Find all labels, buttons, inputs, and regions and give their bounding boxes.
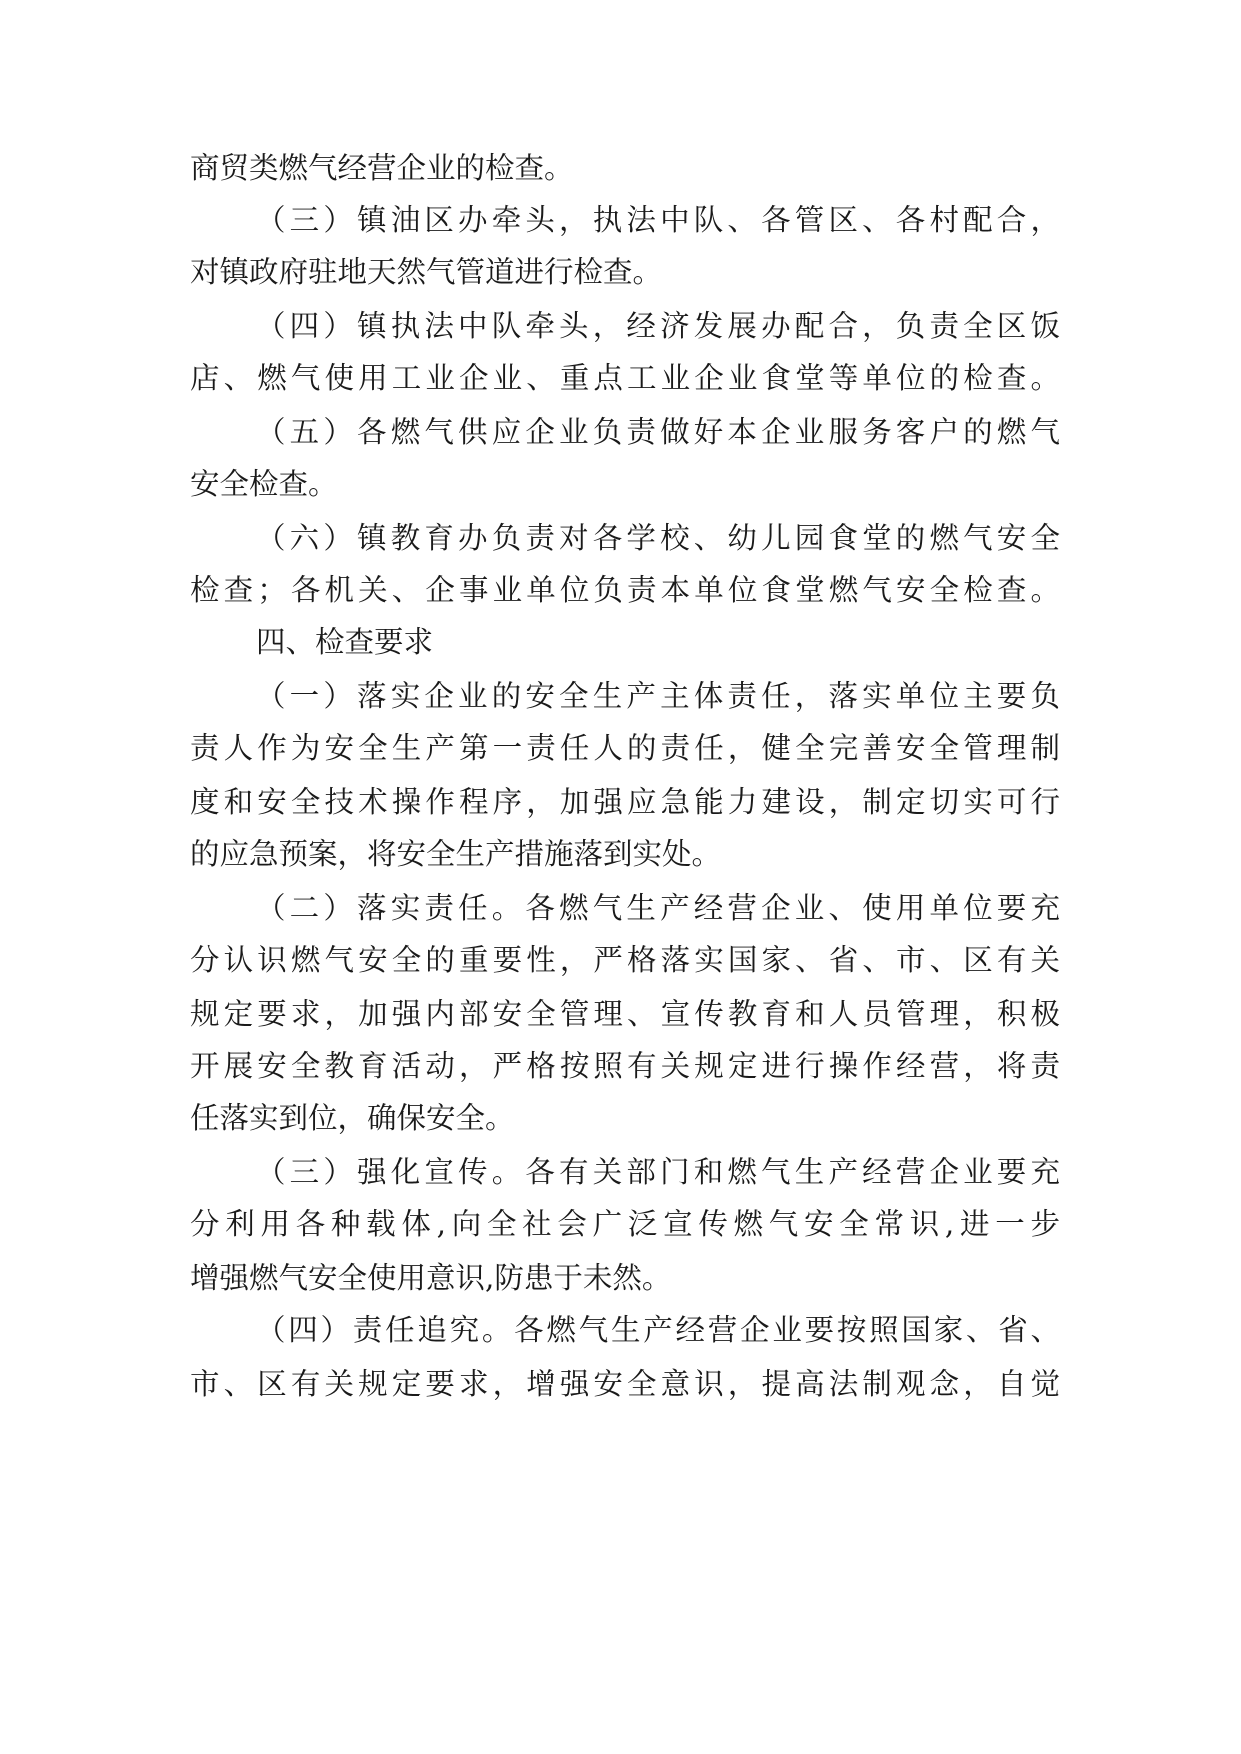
text-line: （四）责任追究。各燃气生产经营企业要按照国家、省、	[256, 1313, 1060, 1347]
text-line: 的应急预案，将安全生产措施落到实处。	[190, 837, 722, 871]
text-line: 商贸类燃气经营企业的检查。	[190, 151, 574, 185]
text-line: 对镇政府驻地天然气管道进行检查。	[190, 255, 663, 289]
text-line: 任落实到位，确保安全。	[190, 1101, 515, 1135]
text-line: 增强燃气安全使用意识,防患于未然。	[190, 1261, 672, 1295]
text-line: 分利用各种载体,向全社会广泛宣传燃气安全常识,进一步	[190, 1207, 1060, 1241]
text-line: （五）各燃气供应企业负责做好本企业服务客户的燃气	[256, 415, 1060, 449]
text-line: 规定要求，加强内部安全管理、宣传教育和人员管理，积极	[190, 997, 1060, 1031]
text-line: （四）镇执法中队牵头，经济发展办配合，负责全区饭	[256, 309, 1060, 343]
text-line: 安全检查。	[190, 467, 338, 501]
text-line: （三）强化宣传。各有关部门和燃气生产经营企业要充	[256, 1155, 1060, 1189]
text-line: （一）落实企业的安全生产主体责任，落实单位主要负	[256, 679, 1060, 713]
text-line: 开展安全教育活动，严格按照有关规定进行操作经营，将责	[190, 1049, 1060, 1083]
text-line: 店、燃气使用工业企业、重点工业企业食堂等单位的检查。	[190, 361, 1060, 395]
text-line: 责人作为安全生产第一责任人的责任，健全完善安全管理制	[190, 731, 1060, 765]
text-line: 检查；各机关、企事业单位负责本单位食堂燃气安全检查。	[190, 573, 1060, 607]
text-line: 分认识燃气安全的重要性，严格落实国家、省、市、区有关	[190, 943, 1060, 977]
section-heading: 四、检查要求	[256, 625, 434, 659]
text-line: （三）镇油区办牵头，执法中队、各管区、各村配合，	[256, 203, 1060, 237]
text-line: （二）落实责任。各燃气生产经营企业、使用单位要充	[256, 891, 1060, 925]
text-line: （六）镇教育办负责对各学校、幼儿园食堂的燃气安全	[256, 521, 1060, 555]
text-line: 度和安全技术操作程序，加强应急能力建设，制定切实可行	[190, 785, 1060, 819]
text-line: 市、区有关规定要求，增强安全意识，提高法制观念，自觉	[190, 1367, 1060, 1401]
